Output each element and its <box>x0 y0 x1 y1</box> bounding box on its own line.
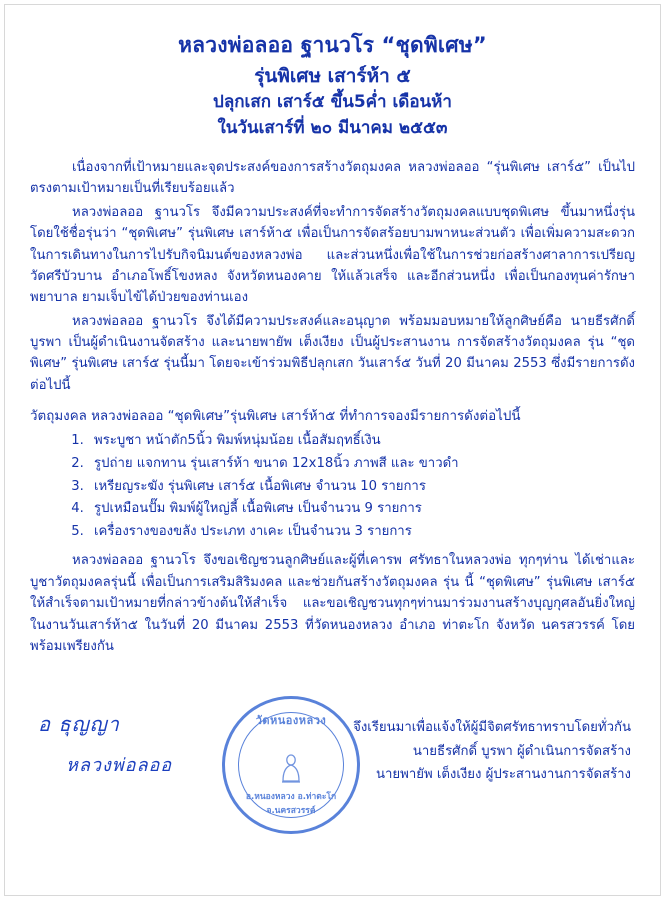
items-section-heading: วัตถุมงคล หลวงพ่อลออ “ชุดพิเศษ”รุ่นพิเศษ เสาร์ห้า๕ ที่ทำการจองมีรายการดังต่อไปนี้ <box>30 409 521 425</box>
signature-line-2: หลวงพ่อลออ <box>66 755 173 776</box>
header-title-line-4: ในวันเสาร์ที่ ๒๐ มีนาคม ๒๕๕๓ <box>217 117 448 138</box>
list-item: 3. เหรียญระฆัง รุ่นพิเศษ เสาร์๕ เนื้อพิเศษ จำนวน 10 รายการ <box>88 476 635 499</box>
signature-line-1: อ ธุญญา <box>38 712 120 736</box>
signatories-block <box>301 716 631 787</box>
header-title-line-2: รุ่นพิเศษ เสาร์ห้า ๕ <box>254 64 411 87</box>
paragraph-4: หลวงพ่อลออ ฐานวโร จึงขอเชิญชวนลูกศิษย์และผู้ที่เคารพ ศรัทธาในหลวงพ่อ ทุกๆท่าน ได้เช่าและบูชาวัตถุมงคลรุ่นนี้ เพื่อเป็นการเสริมสิริมงคล และช่วยกันสร้างวัตถุมงคล รุ่น นี้ “ชุดพิเศษ” รุ่นพิเศษ เสาร์๕ ให้สำเร็จตามเป้าหมายที่กล่าวข้างต้นให้สำเร็จ และขอเชิญชวนทุกๆท่านมาร่วมงานสร้างบุญกุศลอันยิ่งใหญ่ ในงานวันเสาร์ห้า๕ ในวันที่ 20 มีนาคม 2553 ที่วัดหนองหลวง อำเภอ ท่าตะโก จังหวัด นครสวรรค์ โดยพร้อมเพรียงกัน <box>30 553 635 654</box>
list-item: 4. รูปเหมือนปั๊ม พิมพ์ผู้ใหญ่ลี้ เนื้อพิเศษ เป็นจำนวน 9 รายการ <box>88 498 635 521</box>
seal-bottom-text: อ.หนองหลวง อ.ท่าตะโก จ.นครสวรรค์ <box>245 792 337 816</box>
seal-top-text: วัดหนองหลวง <box>255 714 327 727</box>
header-title-line-1: หลวงพ่อลออ ฐานวโร “ชุดพิเศษ” <box>178 33 487 57</box>
paragraph-2: หลวงพ่อลออ ฐานวโร จึงมีความประสงค์ที่จะทำการจัดสร้างวัตถุมงคลแบบชุดพิเศษ ขึ้นมาหนึ่งรุ่น โดยใช้ชื่อรุ่นว่า “ชุดพิเศษ” รุ่นพิเศษ เสาร์ห้า๕ เพื่อเป็นการจัดสร้อยบามพาหนะส่วนตัว เพื่อเพิ่มความสะดวกในการเดินทางในการไปรับกิจนิมนต์ของหลวงพ่อ และส่วนหนึ่งเพื่อใช้ในการช่วยก่อสร้างศาลาการเปรียญ วัดศรีบัวบาน อำเภอโพธิ์โขงหลง จังหวัดหนองคาย ให้แล้วเสร็จ และอีกส่วนหนึ่ง เพื่อเป็นกองทุนค่ารักษาพยาบาล ยามเจ็บไข้ได้ป่วยของท่านเอง <box>30 204 635 306</box>
document-body <box>30 157 635 657</box>
list-item: 2. รูปถ่าย แจกทาน รุ่นเสาร์ห้า ขนาด 12x18นิ้ว ภาพสี และ ขาวดำ <box>88 453 635 476</box>
document-footer <box>30 702 635 822</box>
list-item: 1. พระบูชา หน้าตัก5นิ้ว พิมพ์หนุ่มน้อย เนื้อสัมฤทธิ์เงิน <box>88 430 635 453</box>
notice-line: จึงเรียนมาเพื่อแจ้งให้ผู้มีจิตศรัทธาทราบโดยทั่วกัน <box>353 720 631 735</box>
signatory-producer: นายธีรศักดิ์ บูรพา ผู้ดำเนินการจัดสร้าง <box>412 743 631 759</box>
paragraph-3: หลวงพ่อลออ ฐานวโร จึงได้มีความประสงค์และอนุญาต พร้อมมอบหมายให้ลูกศิษย์คือ นายธีรศักดิ์ บูรพา เป็นผู้ดำเนินงานจัดสร้าง และนายพายัพ เต็งเงียง เป็นผู้ประสานงาน การจัดสร้างวัตถุมงคล รุ่น “ชุดพิเศษ” รุ่นพิเศษ เสาร์๕ รุ่นนี้มา โดยจะเข้าร่วมพิธีปลุกเสก วันเสาร์๕ วันที่ 20 มีนาคม 2553 ซึ่งมีรายการดังต่อไปนี้ <box>30 313 635 393</box>
items-list <box>30 430 635 545</box>
document-header <box>30 30 635 141</box>
header-title-line-3: ปลุกเสก เสาร์๕ ขึ้น5ค่ำ เดือนห้า <box>213 92 452 112</box>
list-item: 5. เครื่องรางของขลัง ประเภท งาเคะ เป็นจำนวน 3 รายการ <box>88 521 635 544</box>
paragraph-1: เนื่องจากที่เป้าหมายและจุดประสงค์ของการสร้างวัตถุมงคล หลวงพ่อลออ “รุ่นพิเศษ เสาร์๕” เป็นไปตรงตามเป้าหมายเป็นที่เรียบร้อยแล้ว <box>30 160 635 197</box>
signatory-coordinator: นายพายัพ เต็งเงียง ผู้ประสานงานการจัดสร้าง <box>375 767 631 782</box>
